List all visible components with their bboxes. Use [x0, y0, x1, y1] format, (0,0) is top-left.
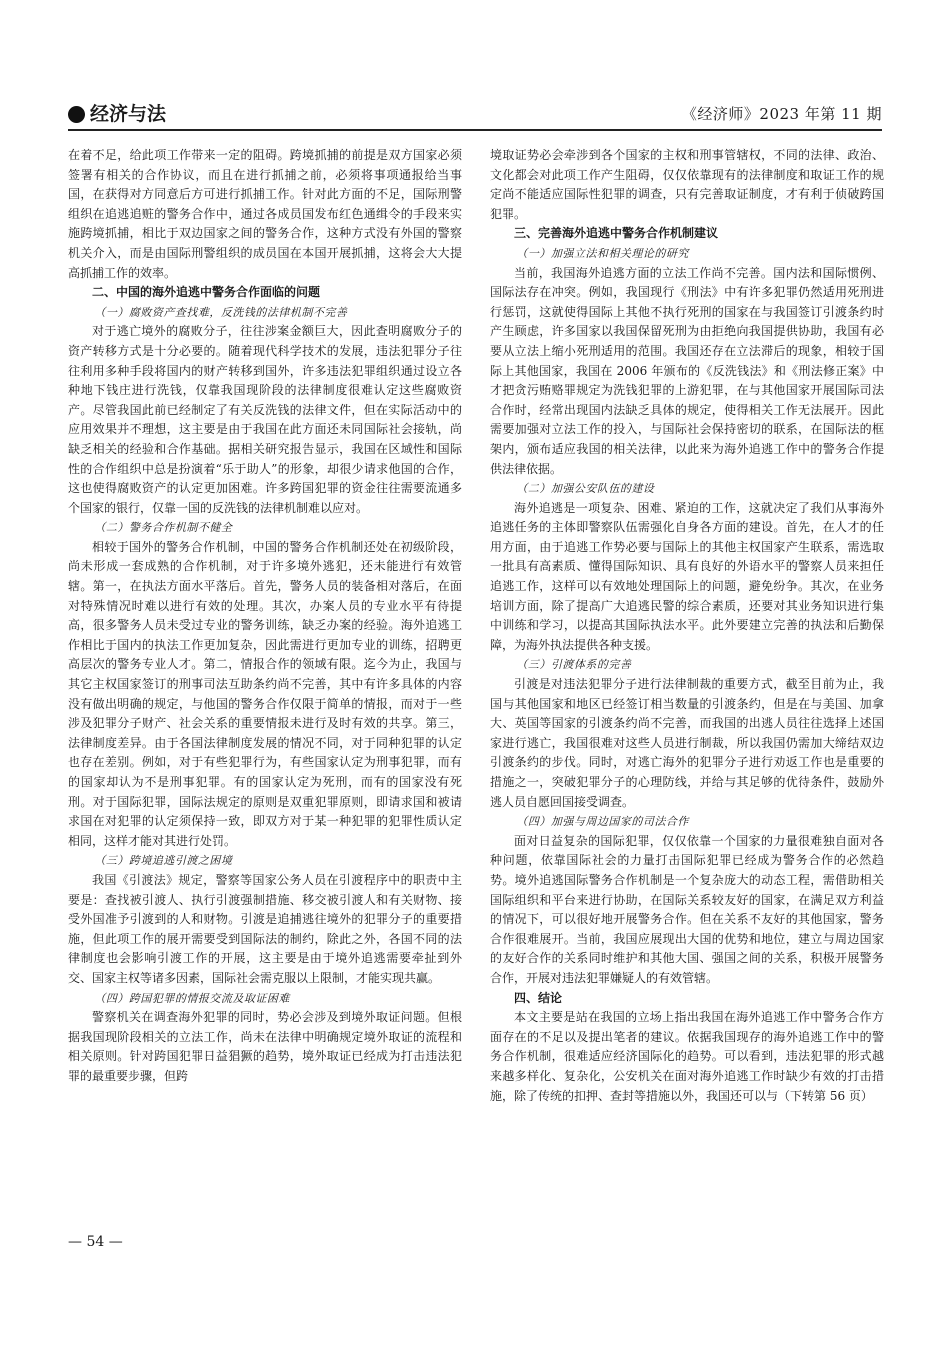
page-header	[68, 100, 882, 130]
paragraph: 本文主要是站在我国的立场上指出我国在海外追逃工作中警务合作方面存在的不足以及提出笔者的建议。依据我国现存的海外追逃工作中的警务合作机制，很难适应经济国际化的趋势。可以看到，违法犯罪的形式越来越多样化、复杂化，公安机关在面对海外追逃工作时缺少有效的打击措施，除了传统的扣押、查封等措施以外，我国还可以与（下转第 56 页）	[490, 1010, 884, 1103]
section-heading: 四、结论	[514, 990, 563, 1005]
header-divider	[68, 129, 882, 131]
paragraph: 相较于国外的警务合作机制，中国的警务合作机制还处在初级阶段，尚未形成一套成熟的合作机制，对于许多境外逃犯，还未能进行有效管辖。第一，在执法方面水平落后。首先，警务人员的装备相对落后，在面对特殊情况时难以进行有效的处理。其次，办案人员的专业水平有待提高，很多警务人员未受过专业的警务训练，缺乏办案的经验。海外追逃工作相比于国内的执法工作更加复杂，因此需进行更加专业的训练，招聘更高层次的警务专业人才。第二，情报合作的领域有限。迄今为止，我国与其它主权国家签订的刑事司法互助条约尚不完善，其中有许多具体的内容没有做出明确的规定，与他国的警务合作仅限于简单的情报，而对于一些涉及犯罪分子财产、社会关系的重要情报未进行及时有效的共享。第三，法律制度差异。由于各国法律制度发展的情况不同，对于同种犯罪的认定也存在差别。例如，对于有些犯罪行为，有些国家认定为刑事犯罪，而有的国家却认为不是刑事犯罪。有的国家认定为死刑，而有的国家没有死刑。对于国际犯罪，国际法规定的原则是双重犯罪原则，即请求国和被请求国在对犯罪的认定须保持一致，即双方对于某一种犯罪的犯罪性质认定相同，这样才能对其进行处罚。	[68, 539, 462, 848]
journal-issue: 《经济师》2023 年第 11 期	[681, 105, 882, 123]
subsection-heading: （二）警务合作机制不健全	[94, 521, 233, 535]
paragraph: 境取证势必会牵涉到各个国家的主权和刑事管辖权，不同的法律、政治、文化都会对此项工作产生阻碍，仅仅依靠现有的法律制度和取证工作的规定尚不能适应国际性犯罪的调查，只有完善取证制度，才有利于侦破跨国犯罪。	[490, 148, 884, 221]
bullet-dot-icon	[68, 106, 85, 123]
paragraph: 引渡是对违法犯罪分子进行法律制裁的重要方式，截至目前为止，我国与其他国家和地区已经签订相当数量的引渡条约，但是在与美国、加拿大、英国等国家的引渡条约尚不完善，而我国的出逃人员往往选择上述国家进行逃亡，我国很难对这些人员进行制裁，所以我国仍需加大缔结双边引渡条约的步伐。同时，对逃亡海外的犯罪分子进行劝返工作也是重要的措施之一，突破犯罪分子的心理防线，并给与其足够的优待条件，鼓励外逃人员自愿回国接受调查。	[490, 677, 884, 809]
right-column	[490, 146, 884, 1106]
subsection-heading: （一）腐败资产查找难，反洗钱的法律机制不完善	[94, 305, 348, 319]
paragraph: 对于逃亡境外的腐败分子，往往涉案金额巨大，因此查明腐败分子的资产转移方式是十分必要的。随着现代科学技术的发展，违法犯罪分子往往利用多种手段将国内的财产转移到国外，许多违法犯罪组织通过设立各种地下钱庄进行洗钱，仅靠我国现阶段的法律制度很难认定这些腐败资产。尽管我国此前已经制定了有关反洗钱的法律文件，但在实际活动中的应用效果并不理想，这主要是由于我国在此方面还未同国际社会接轨，尚缺乏相关的经验和合作基础。据相关研究报告显示，我国在区域性和国际性的合作组织中总是扮演着“乐于助人”的形象，却很少请求他国的合作，这也使得腐败资产的认定更加困难。许多跨国犯罪的资金往往需要流通多个国家的银行，仅靠一国的反洗钱的法律机制难以应对。	[68, 324, 462, 515]
subsection-heading: （四）加强与周边国家的司法合作	[516, 815, 689, 829]
paragraph: 在着不足，给此项工作带来一定的阻碍。跨境抓捕的前提是双方国家必须签署有相关的合作协议，而且在进行抓捕之前，必须将事项通报给当事国，在获得对方同意后方可进行抓捕工作。针对此方面的不足，国际刑警组织在追逃追赃的警务合作中，通过各成员国发布红色通缉令的手段来实施跨境抓捕，相比于双边国家之间的警务合作，这种方式没有外国的警察机关介入，而是由国际刑警组织的成员国在本国开展抓捕，这将会大大提高抓捕工作的效率。	[68, 148, 462, 280]
subsection-heading: （四）跨国犯罪的情报交流及取证困难	[94, 991, 290, 1005]
subsection-heading: （三）引渡体系的完善	[516, 658, 632, 672]
section-heading: 三、完善海外追逃中警务合作机制建议	[514, 226, 719, 241]
paragraph: 警察机关在调查海外犯罪的同时，势必会涉及到境外取证问题。但根据我国现阶段相关的立法工作，尚未在法律中明确规定境外取证的流程和相关原则。针对跨国犯罪日益猖獗的趋势，境外取证已经成为打击违法犯罪的最重要步骤，但跨	[68, 1010, 462, 1083]
subsection-heading: （一）加强立法和相关理论的研究	[516, 246, 689, 260]
section-label	[68, 100, 166, 128]
section-title: 经济与法	[90, 103, 167, 125]
subsection-heading: （二）加强公安队伍的建设	[516, 482, 655, 496]
paragraph: 我国《引渡法》规定，警察等国家公务人员在引渡程序中的职责中主要是：查找被引渡人、执行引渡强制措施、移交被引渡人和有关财物、接受外国准予引渡到的人和财物。引渡是追捕逃往境外的犯罪分子的重要措施，但此项工作的展开需要受到国际法的制约，除此之外，各国不同的法律制度也会影响引渡工作的开展，这主要是由于境外追逃需要牵扯到外交、国家主权等诸多因素，国际社会需克服以上限制，才能实现共赢。	[68, 872, 462, 985]
page-number: — 54 —	[68, 1234, 123, 1250]
paragraph: 面对日益复杂的国际犯罪，仅仅依靠一个国家的力量很难独自面对各种问题，依靠国际社会的力量打击国际犯罪已经成为警务合作的必然趋势。境外追逃国际警务合作机制是一个复杂庞大的动态工程，需借助相关国际组织和平台来进行协助，在国际关系较友好的国家，在满足双方利益的情况下，可以很好地开展警务合作。但在关系不友好的其他国家，警务合作很难展开。当前，我国应展现出大国的优势和地位，建立与周边国家的友好合作的关系同时维护和其他大国、强国之间的关系，积极开展警务合作，开展对违法犯罪嫌疑人的有效管辖。	[490, 833, 884, 985]
left-column	[68, 146, 462, 1087]
paragraph: 当前，我国海外追逃方面的立法工作尚不完善。国内法和国际惯例、国际法存在冲突。例如，我国现行《刑法》中有许多犯罪仍然适用死刑进行惩罚，这就使得国际上其他不执行死刑的国家在与我国签订引渡条约时产生顾虑，许多国家以我国保留死刑为由拒绝向我国提供协助，我国有必要从立法上缩小死刑适用的范围。我国还存在立法滞后的现象，相较于国际上其他国家，我国在 2006 年颁布的《反洗钱法》和《刑法修正案》中才把贪污贿赂罪规定为洗钱犯罪的上游犯罪，在与其他国家开展国际司法合作时，经常出现国内法缺乏具体的规定，使得相关工作无法展开。因此需要加强对立法工作的投入，与国际社会保持密切的联系，在国际法的框架内，颁布适应我国的相关法律，以此来为海外追逃工作中的警务合作提供法律依据。	[490, 265, 884, 476]
section-heading: 二、中国的海外追逃中警务合作面临的问题	[92, 285, 321, 300]
subsection-heading: （三）跨境追逃引渡之困境	[94, 854, 233, 868]
paragraph: 海外追逃是一项复杂、困难、紧迫的工作，这就决定了我们从事海外追逃任务的主体即警察队伍需强化自身各方面的建设。首先，在人才的任用方面，由于追逃工作势必要与国际上的其他主权国家产生联系，需选取一批具有高素质、懂得国际知识、具有良好的外语水平的警察人员来担任追逃工作，这样可以有效地处理国际上的问题，避免纷争。其次，在业务培训方面，除了提高广大追逃民警的综合素质，还要对其业务知识进行集中训练和学习，以提高其国际执法水平。此外要建立完善的执法和后勤保障，为海外执法提供各种支援。	[490, 500, 884, 652]
